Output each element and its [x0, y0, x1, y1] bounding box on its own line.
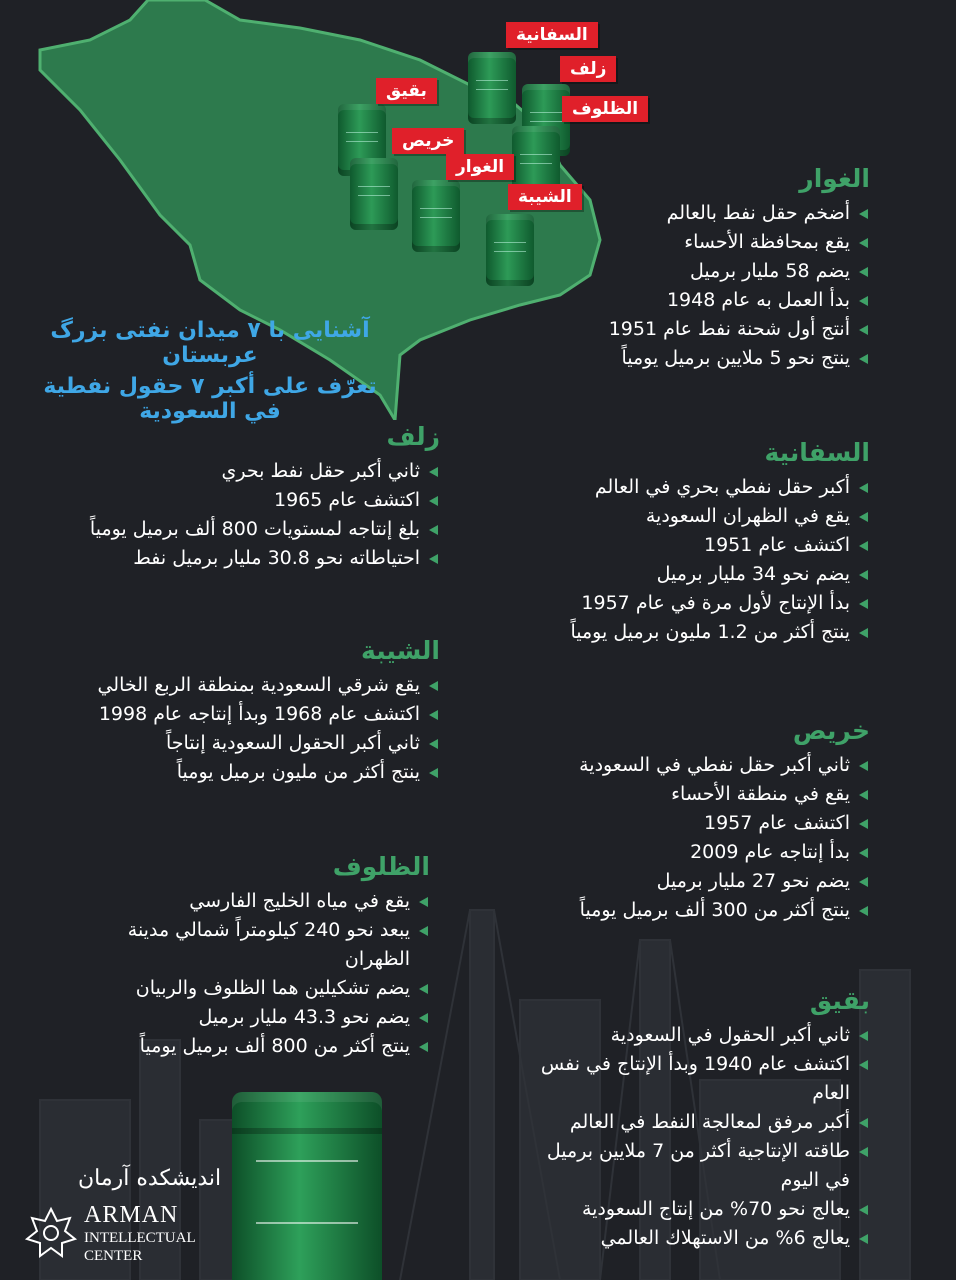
list-item: ينتج أكثر من 300 ألف برميل يومياً — [510, 896, 870, 925]
list-item: ينتج أكثر من 1.2 مليون برميل يومياً — [510, 618, 870, 647]
list-item: يقع في مياه الخليج الفارسي — [90, 887, 430, 916]
field-title: الشيبة — [361, 636, 440, 665]
list-item: ثاني أكبر الحقول في السعودية — [520, 1021, 870, 1050]
list-item: يعالج نحو 70% من إنتاج السعودية — [520, 1195, 870, 1224]
field-zuluf — [60, 422, 440, 573]
map-label-safaniya: السفانية — [506, 22, 598, 48]
map-label-marjan: الظلوف — [562, 96, 648, 122]
list-item: ينتج أكثر من مليون برميل يومياً — [60, 758, 440, 787]
list-item: يضم نحو 27 مليار برميل — [510, 867, 870, 896]
logo-line3: CENTER — [84, 1248, 143, 1264]
field-safaniya — [510, 438, 870, 647]
barrel-icon — [350, 158, 398, 230]
list-item: ينتج أكثر من 800 ألف برميل يومياً — [90, 1032, 430, 1061]
list-item: يضم نحو 34 مليار برميل — [510, 560, 870, 589]
field-title: خريص — [792, 716, 870, 745]
field-title: زلف — [386, 422, 440, 451]
list-item: طاقته الإنتاجية أكثر من 7 ملايين برميل في اليوم — [520, 1137, 870, 1195]
list-item: يبعد نحو 240 كيلومتراً شمالي مدينة الظهران — [90, 916, 430, 974]
map-label-khurais: خريص — [392, 128, 464, 154]
map-label-shaybah: الشيبة — [508, 184, 582, 210]
list-item: بدأ الإنتاج لأول مرة في عام 1957 — [510, 589, 870, 618]
list-item: ثاني أكبر حقل نفط بحري — [60, 457, 440, 486]
list-item: اكتشف عام 1951 — [510, 531, 870, 560]
map-label-zuluf: زلف — [560, 56, 616, 82]
barrel-icon — [468, 52, 516, 124]
large-barrel-icon — [232, 1092, 382, 1280]
list-item: ثاني أكبر حقل نفطي في السعودية — [510, 751, 870, 780]
map-label-abqaiq: بقيق — [376, 78, 437, 104]
logo-persian: اندیشکده آرمان — [78, 1166, 222, 1191]
field-marjan — [90, 852, 430, 1061]
list-item: بدأ العمل به عام 1948 — [510, 286, 870, 315]
list-item: ينتج نحو 5 ملايين برميل يومياً — [510, 344, 870, 373]
title-arabic: تعرّف على أكبر ٧ حقول نفطية في السعودية — [43, 374, 377, 424]
list-item: احتياطاته نحو 30.8 مليار برميل نفط — [60, 544, 440, 573]
logo-emblem-icon — [24, 1206, 78, 1260]
field-title: السفانية — [764, 438, 870, 467]
list-item: اكتشف عام 1965 — [60, 486, 440, 515]
list-item: يعالج 6% من الاستهلاك العالمي — [520, 1224, 870, 1253]
list-item: بدأ إنتاجه عام 2009 — [510, 838, 870, 867]
list-item: أكبر مرفق لمعالجة النفط في العالم — [520, 1108, 870, 1137]
list-item: اكتشف عام 1968 وبدأ إنتاجه عام 1998 — [60, 700, 440, 729]
field-shaybah — [60, 636, 440, 787]
list-item: يقع بمحافظة الأحساء — [510, 228, 870, 257]
field-khurais — [510, 716, 870, 925]
map-label-ghawar: الغوار — [446, 154, 514, 180]
logo-line1: ARMAN — [84, 1202, 179, 1228]
field-title: الغوار — [799, 164, 870, 193]
list-item: أنتج أول شحنة نفط عام 1951 — [510, 315, 870, 344]
field-title: الظلوف — [332, 852, 430, 881]
field-abqaiq — [520, 986, 870, 1253]
logo-line2: INTELLECTUAL — [84, 1230, 196, 1246]
list-item: أكبر حقل نفطي بحري في العالم — [510, 473, 870, 502]
list-item: أضخم حقل نفط بالعالم — [510, 199, 870, 228]
field-ghawar — [510, 164, 870, 373]
list-item: بلغ إنتاجه لمستويات 800 ألف برميل يومياً — [60, 515, 440, 544]
list-item: اكتشف عام 1957 — [510, 809, 870, 838]
field-title: بقيق — [809, 986, 870, 1015]
barrel-icon — [412, 180, 460, 252]
list-item: يقع شرقي السعودية بمنطقة الربع الخالي — [60, 671, 440, 700]
list-item: يقع في منطقة الأحساء — [510, 780, 870, 809]
list-item: يقع في الظهران السعودية — [510, 502, 870, 531]
list-item: ثاني أكبر الحقول السعودية إنتاجاً — [60, 729, 440, 758]
list-item: اكتشف عام 1940 وبدأ الإنتاج في نفس العام — [520, 1050, 870, 1108]
list-item: يضم نحو 43.3 مليار برميل — [90, 1003, 430, 1032]
list-item: يضم 58 مليار برميل — [510, 257, 870, 286]
list-item: يضم تشكيلين هما الظلوف والربيان — [90, 974, 430, 1003]
title-persian: آشنایی با ۷ میدان نفتی بزرگ عربستان — [50, 318, 370, 368]
